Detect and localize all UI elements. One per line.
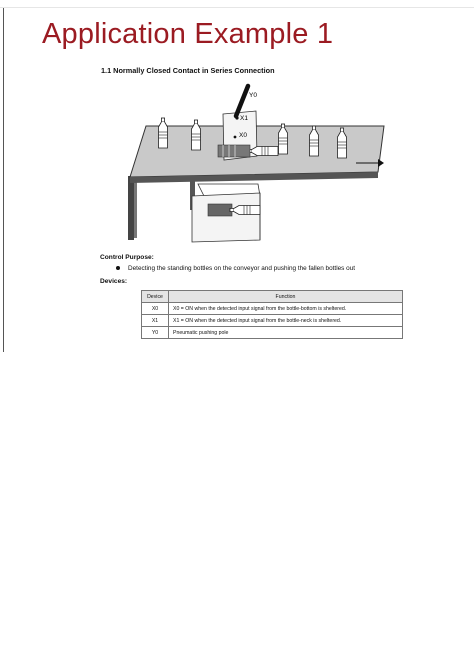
top-rule [0,7,474,8]
function-cell: X0 = ON when the detected input signal from the bottle-bottom is sheltered. [169,303,403,315]
label-y0: Y0 [249,92,257,99]
device-cell: Y0 [142,327,169,339]
conveyor-illustration [120,80,390,250]
table-row [142,303,403,315]
control-purpose-bullet [116,265,355,272]
function-cell: X1 = ON when the detected input signal from the bottle-neck is sheltered. [169,315,403,327]
label-x0: X0 [239,132,247,139]
bullet-text: Detecting the standing bottles on the conveyor and pushing the fallen bottles out [128,265,356,272]
bullet-dot-icon [116,266,120,270]
control-purpose-label: Control Purpose: [100,254,154,261]
header-function: Function [169,291,403,303]
label-x1: X1 [240,115,248,122]
standing-bottle-1 [159,118,168,148]
function-cell: Pneumatic pushing pole [169,327,403,339]
header-device: Device [142,291,169,303]
devices-label: Devices: [100,278,128,285]
device-cell: X1 [142,315,169,327]
page-title: Application Example 1 [42,18,334,50]
conveyor-leg-left [128,176,137,240]
section-heading: 1.1 Normally Closed Contact in Series Connection [101,66,275,75]
left-margin-rule [3,8,4,352]
device-cell: X0 [142,303,169,315]
table-row [142,327,403,339]
table-row [142,315,403,327]
standing-bottle-2 [192,120,201,150]
devices-table [141,290,403,339]
table-header-row [142,291,403,303]
